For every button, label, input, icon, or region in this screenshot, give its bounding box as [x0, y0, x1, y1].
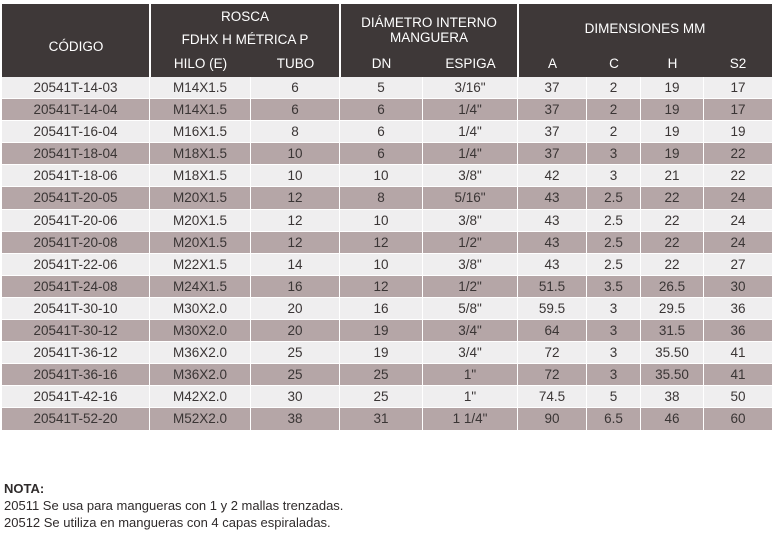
- cell-dn: 6: [340, 99, 423, 120]
- cell-s2: 27: [730, 256, 746, 272]
- cell-tubo: 14: [251, 254, 340, 275]
- cell-tubo: 16: [251, 276, 340, 297]
- cell-a: 72: [518, 342, 587, 363]
- cell-codigo: 20541T-20-05: [2, 187, 150, 208]
- cell-a: 37: [518, 143, 587, 164]
- cell-tubo: 30: [251, 386, 340, 407]
- cell-h: 22: [641, 187, 704, 208]
- cell-h: 29.5: [641, 298, 704, 319]
- cell-hilo: M52X2.0: [150, 408, 251, 429]
- cell-tubo: 25: [251, 342, 340, 363]
- cell-tubo: 8: [251, 121, 340, 142]
- table-row: [2, 386, 772, 408]
- cell-h: 19: [641, 121, 704, 142]
- cell-hilo: M20X1.5: [150, 210, 251, 231]
- cell-c: 3: [587, 320, 641, 341]
- cell-hilo: M16X1.5: [150, 121, 251, 142]
- header-diametro-line2: MANGUERA: [389, 30, 468, 45]
- cell-h: 35.50: [641, 364, 704, 385]
- header-espiga: ESPIGA: [445, 56, 496, 71]
- cell-espiga: 5/16": [423, 187, 518, 208]
- cell-hilo: M36X2.0: [150, 342, 251, 363]
- cell-h: 19: [641, 99, 704, 120]
- table-row: [2, 342, 772, 364]
- cell-c: 5: [587, 386, 641, 407]
- cell-c: 2.5: [587, 232, 641, 253]
- cell-s2: 60: [730, 411, 746, 427]
- cell-codigo: 20541T-14-04: [2, 99, 150, 120]
- cell-codigo: 20541T-16-04: [2, 121, 150, 142]
- cell-espiga: 1/2": [423, 276, 518, 297]
- cell-h: 22: [641, 254, 704, 275]
- header-codigo: CÓDIGO: [48, 39, 104, 54]
- table-row: [2, 165, 772, 187]
- cell-s2: 24: [730, 234, 746, 250]
- table-row: [2, 254, 772, 276]
- cell-h: 22: [641, 232, 704, 253]
- cell-tubo: 25: [251, 364, 340, 385]
- cell-s2: 17: [730, 80, 746, 95]
- cell-c: 2: [587, 121, 641, 142]
- table-header: [2, 4, 772, 77]
- table-body: [2, 77, 772, 431]
- cell-dn: 16: [340, 298, 423, 319]
- cell-tubo: 10: [251, 165, 340, 186]
- cell-codigo: 20541T-42-16: [2, 386, 150, 407]
- cell-c: 3: [587, 298, 641, 319]
- cell-dn: 12: [340, 276, 423, 297]
- header-c: C: [609, 56, 619, 71]
- cell-tubo: 20: [251, 298, 340, 319]
- cell-hilo: M22X1.5: [150, 254, 251, 275]
- cell-tubo: 12: [251, 232, 340, 253]
- cell-espiga: 3/8": [423, 165, 518, 186]
- cell-codigo: 20541T-20-06: [2, 210, 150, 231]
- cell-dn: 19: [340, 342, 423, 363]
- cell-s2: 41: [730, 367, 746, 383]
- cell-dn: 25: [340, 386, 423, 407]
- cell-espiga: 1/2": [423, 232, 518, 253]
- cell-a: 37: [518, 121, 587, 142]
- cell-dn: 19: [340, 320, 423, 341]
- cell-espiga: 1/4": [423, 143, 518, 164]
- cell-dn: 31: [340, 408, 423, 429]
- cell-hilo: M42X2.0: [150, 386, 251, 407]
- header-divider: [517, 4, 519, 77]
- cell-a: 42: [518, 165, 587, 186]
- header-hilo: HILO (E): [173, 56, 228, 71]
- cell-tubo: 10: [251, 143, 340, 164]
- table-row: [2, 121, 772, 143]
- table-row: [2, 143, 772, 165]
- cell-hilo: M14X1.5: [150, 99, 251, 120]
- notes-title: NOTA:: [4, 481, 45, 496]
- cell-dn: 5: [340, 77, 423, 98]
- cell-dn: 6: [340, 143, 423, 164]
- cell-dn: 12: [340, 232, 423, 253]
- table-row: [2, 99, 772, 121]
- cell-c: 2: [587, 99, 641, 120]
- cell-tubo: 6: [251, 99, 340, 120]
- cell-c: 6.5: [587, 408, 641, 429]
- header-diametro-line1: DIÁMETRO INTERNO: [361, 15, 497, 30]
- cell-codigo: 20541T-36-16: [2, 364, 150, 385]
- cell-h: 46: [641, 408, 704, 429]
- cell-c: 3: [587, 143, 641, 164]
- cell-espiga: 3/16": [423, 77, 518, 98]
- cell-h: 35.50: [641, 342, 704, 363]
- cell-c: 3: [587, 364, 641, 385]
- cell-s2: 17: [730, 102, 746, 118]
- header-divider: [149, 4, 151, 77]
- cell-h: 38: [641, 386, 704, 407]
- table-row: [2, 77, 772, 99]
- cell-s2: 36: [730, 323, 746, 339]
- cell-codigo: 20541T-18-06: [2, 165, 150, 186]
- cell-hilo: M30X2.0: [150, 298, 251, 319]
- cell-s2: 24: [730, 212, 746, 228]
- table-row: [2, 408, 772, 430]
- cell-s2: 30: [730, 278, 746, 294]
- header-divider: [339, 4, 341, 77]
- cell-espiga: 3/8": [423, 210, 518, 231]
- cell-a: 37: [518, 99, 587, 120]
- cell-h: 19: [641, 77, 704, 98]
- cell-codigo: 20541T-24-08: [2, 276, 150, 297]
- cell-codigo: 20541T-18-04: [2, 143, 150, 164]
- cell-tubo: 12: [251, 187, 340, 208]
- cell-espiga: 1 1/4": [423, 408, 518, 429]
- header-dn: DN: [371, 56, 392, 71]
- cell-hilo: M30X2.0: [150, 320, 251, 341]
- cell-hilo: M20X1.5: [150, 232, 251, 253]
- cell-dn: 10: [340, 165, 423, 186]
- notes-section: [4, 480, 343, 531]
- header-rosca: ROSCA: [220, 9, 269, 24]
- fittings-table: [2, 4, 772, 431]
- cell-h: 21: [641, 165, 704, 186]
- cell-s2: 24: [730, 190, 746, 206]
- cell-a: 59.5: [518, 298, 587, 319]
- cell-c: 3: [587, 165, 641, 186]
- cell-espiga: 1/4": [423, 99, 518, 120]
- cell-a: 43: [518, 187, 587, 208]
- cell-a: 43: [518, 254, 587, 275]
- cell-a: 90: [518, 408, 587, 429]
- cell-h: 19: [641, 143, 704, 164]
- cell-a: 43: [518, 232, 587, 253]
- cell-hilo: M14X1.5: [150, 77, 251, 98]
- cell-codigo: 20541T-22-06: [2, 254, 150, 275]
- cell-c: 3: [587, 342, 641, 363]
- table-row: [2, 298, 772, 320]
- cell-tubo: 12: [251, 210, 340, 231]
- cell-codigo: 20541T-30-12: [2, 320, 150, 341]
- cell-codigo: 20541T-14-03: [2, 77, 150, 98]
- cell-h: 26.5: [641, 276, 704, 297]
- cell-c: 2.5: [587, 210, 641, 231]
- note-line: 20512 Se utiliza en mangueras con 4 capas espiraladas.: [4, 515, 331, 530]
- cell-a: 72: [518, 364, 587, 385]
- cell-a: 43: [518, 210, 587, 231]
- header-a: A: [547, 56, 557, 71]
- cell-c: 3.5: [587, 276, 641, 297]
- note-line: 20511 Se usa para mangueras con 1 y 2 mallas trenzadas.: [4, 498, 344, 513]
- cell-hilo: M20X1.5: [150, 187, 251, 208]
- cell-hilo: M18X1.5: [150, 165, 251, 186]
- cell-dn: 6: [340, 121, 423, 142]
- header-tubo: TUBO: [276, 56, 315, 71]
- cell-c: 2: [587, 77, 641, 98]
- cell-espiga: 1": [423, 386, 518, 407]
- cell-codigo: 20541T-30-10: [2, 298, 150, 319]
- cell-espiga: 3/8": [423, 254, 518, 275]
- cell-espiga: 5/8": [423, 298, 518, 319]
- cell-a: 51.5: [518, 276, 587, 297]
- cell-a: 74.5: [518, 386, 587, 407]
- cell-h: 22: [641, 210, 704, 231]
- cell-hilo: M24X1.5: [150, 276, 251, 297]
- cell-dn: 8: [340, 187, 423, 208]
- table-row: [2, 320, 772, 342]
- cell-hilo: M36X2.0: [150, 364, 251, 385]
- table-row: [2, 187, 772, 209]
- header-h: H: [667, 56, 678, 71]
- cell-tubo: 6: [251, 77, 340, 98]
- table-row: [2, 210, 772, 232]
- header-s2: S2: [729, 56, 747, 71]
- header-dimensiones: DIMENSIONES MM: [584, 21, 706, 36]
- cell-s2: 36: [730, 300, 746, 316]
- cell-s2: 41: [730, 345, 746, 361]
- cell-espiga: 3/4": [423, 342, 518, 363]
- cell-s2: 19: [730, 124, 746, 140]
- cell-tubo: 38: [251, 408, 340, 429]
- cell-c: 2.5: [587, 187, 641, 208]
- cell-s2: 50: [730, 389, 746, 405]
- cell-espiga: 1": [423, 364, 518, 385]
- header-rosca-sub: FDHX H MÉTRICA P: [181, 32, 309, 47]
- cell-c: 2.5: [587, 254, 641, 275]
- cell-a: 64: [518, 320, 587, 341]
- cell-s2: 22: [730, 146, 746, 162]
- cell-codigo: 20541T-36-12: [2, 342, 150, 363]
- cell-dn: 10: [340, 210, 423, 231]
- cell-h: 31.5: [641, 320, 704, 341]
- cell-dn: 25: [340, 364, 423, 385]
- cell-espiga: 1/4": [423, 121, 518, 142]
- cell-tubo: 20: [251, 320, 340, 341]
- cell-a: 37: [518, 77, 587, 98]
- cell-codigo: 20541T-52-20: [2, 408, 150, 429]
- cell-hilo: M18X1.5: [150, 143, 251, 164]
- cell-espiga: 3/4": [423, 320, 518, 341]
- cell-dn: 10: [340, 254, 423, 275]
- table-row: [2, 232, 772, 254]
- cell-s2: 22: [730, 168, 746, 184]
- table-row: [2, 364, 772, 386]
- cell-codigo: 20541T-20-08: [2, 232, 150, 253]
- table-row: [2, 276, 772, 298]
